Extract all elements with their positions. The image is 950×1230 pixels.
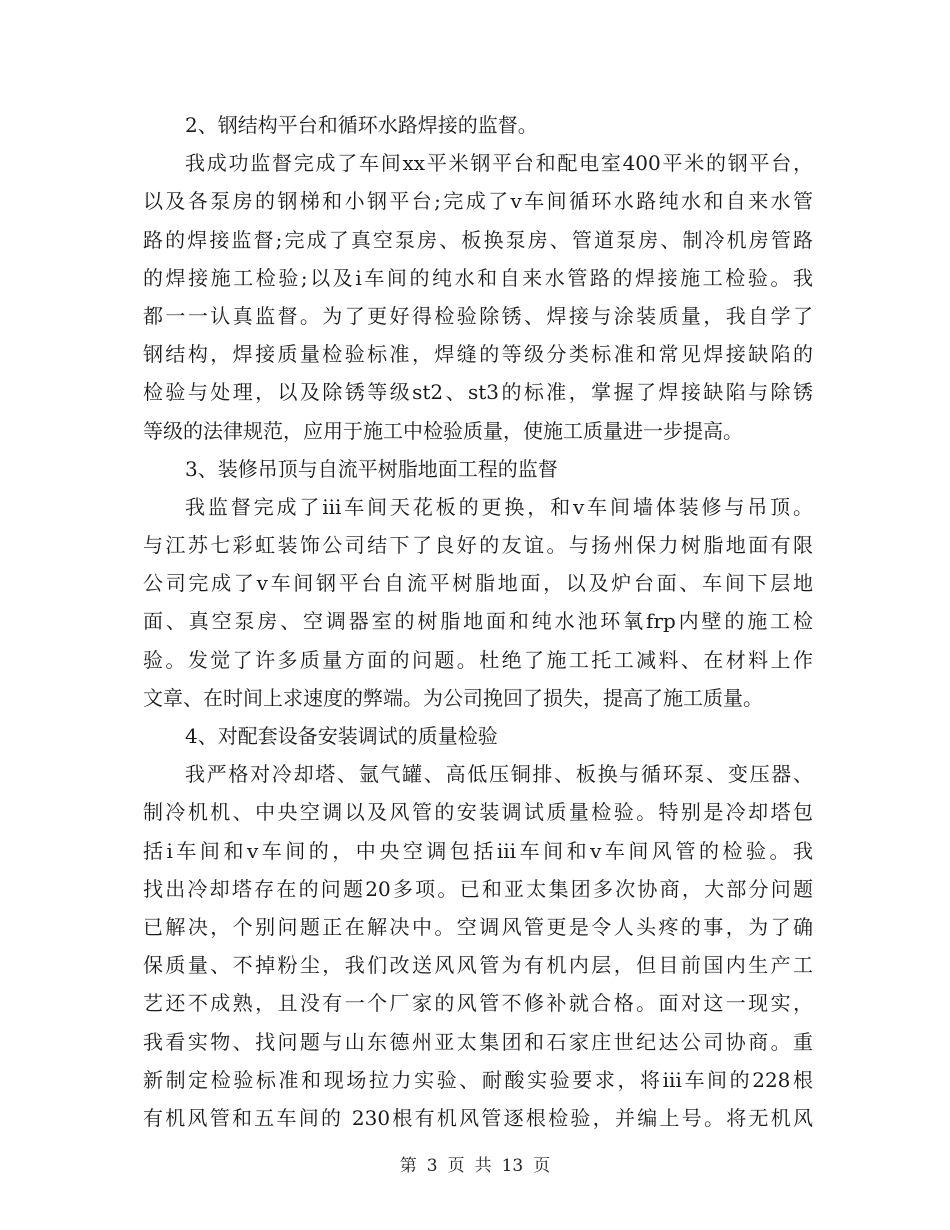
paragraph-line: 检验与处理，以及除锈等级st2、st3的标准，掌握了焊接缺陷与除锈 — [143, 380, 813, 405]
paragraph-line: 我看实物、找问题与山东德州亚太集团和石家庄世纪达公司协商。重 — [143, 1029, 813, 1054]
paragraph-line: 艺还不成熟，且没有一个厂家的风管不修补就合格。面对这一现实， — [143, 991, 813, 1016]
paragraph-line: 已解决，个别问题正在解决中。空调风管更是令人头疼的事，为了确 — [143, 914, 813, 939]
paragraph-line: 括i车间和v车间的，中央空调包括iii车间和v车间风管的检验。我 — [143, 838, 813, 863]
paragraph-line: 面、真空泵房、空调器室的树脂地面和纯水池环氧frp内壁的施工检 — [143, 609, 813, 634]
section-heading-4: 4、对配套设备安装调试的质量检验 — [185, 724, 498, 748]
section-heading-3: 3、装修吊顶与自流平树脂地面工程的监督 — [185, 456, 558, 481]
paragraph-line: 公司完成了v车间钢平台自流平树脂地面，以及炉台面、车间下层地 — [143, 571, 813, 596]
total-label: 共 — [474, 1156, 492, 1176]
paragraph-line: 以及各泵房的钢梯和小钢平台;完成了v车间循环水路纯水和自来水管 — [143, 189, 813, 214]
paragraph-line: 验。发觉了许多质量方面的问题。杜绝了施工托工减料、在材料上作 — [143, 647, 813, 672]
paragraph-line: 制冷机机、中央空调以及风管的安装调试质量检验。特别是冷却塔包 — [143, 800, 813, 825]
paragraph-line: 有机风管和五车间的 230根有机风管逐根检验，并编上号。将无机风 — [143, 1105, 813, 1130]
page-label-prefix: 第 — [399, 1156, 417, 1176]
paragraph-line: 都一一认真监督。为了更好得检验除锈、焊接与涂装质量，我自学了 — [143, 303, 813, 328]
paragraph-line: 路的焊接监督;完成了真空泵房、板换泵房、管道泵房、制冷机房管路 — [143, 227, 813, 252]
paragraph-line: 我成功监督完成了车间xx平米钢平台和配电室400平米的钢平台， — [185, 151, 813, 176]
paragraph-line: 找出冷却塔存在的问题20多项。已和亚太集团多次协商，大部分问题 — [143, 876, 813, 901]
document-body — [143, 106, 813, 1137]
section-heading-2: 2、钢结构平台和循环水路焊接的监督。 — [185, 113, 538, 137]
paragraph-line: 钢结构，焊接质量检验标准，焊缝的等级分类标准和常见焊接缺陷的 — [143, 342, 813, 367]
paragraph-line: 文章、在时间上求速度的弊端。为公司挽回了损失，提高了施工质量。 — [143, 685, 763, 710]
paragraph-line: 保质量、不掉粉尘，我们改送风风管为有机内层，但目前国内生产工 — [143, 953, 813, 978]
paragraph-line: 与江苏七彩虹装饰公司结下了良好的友谊。与扬州保力树脂地面有限 — [143, 533, 813, 558]
paragraph-line: 的焊接施工检验;以及i车间的纯水和自来水管路的焊接施工检验。我 — [143, 265, 813, 290]
page-label-suffix: 页 — [533, 1156, 551, 1176]
page-number: 3 — [426, 1156, 438, 1176]
paragraph-line: 我严格对冷却塔、氩气罐、高低压铜排、板换与循环泵、变压器、 — [185, 762, 813, 787]
paragraph-line: 我监督完成了iii车间天花板的更换，和v车间墙体装修与吊顶。 — [185, 494, 813, 519]
page-label-mid: 页 — [447, 1156, 465, 1176]
paragraph-line: 等级的法律规范，应用于施工中检验质量，使施工质量进一步提高。 — [143, 418, 743, 443]
page-footer — [0, 1151, 950, 1176]
total-pages: 13 — [501, 1156, 524, 1176]
paragraph-line: 新制定检验标准和现场拉力实验、耐酸实验要求，将iii车间的228根 — [143, 1067, 813, 1092]
